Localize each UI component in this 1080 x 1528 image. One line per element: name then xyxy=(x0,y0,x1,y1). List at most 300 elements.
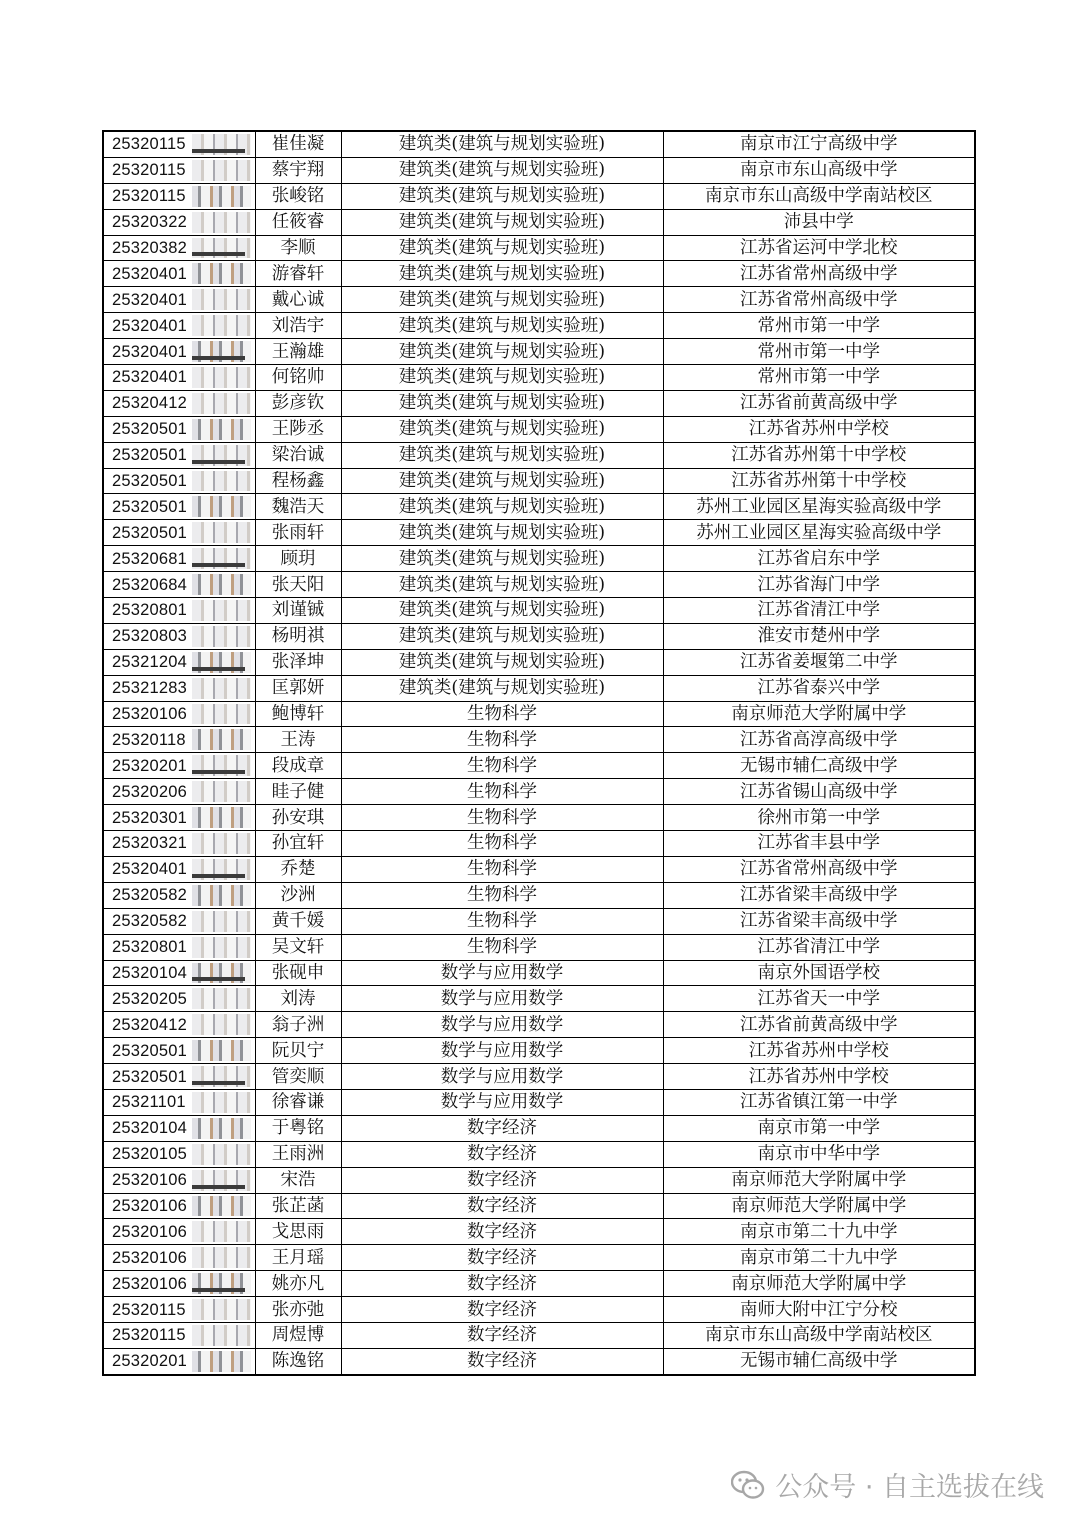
major-cell xyxy=(341,727,663,753)
school-cell xyxy=(663,805,975,831)
table-row xyxy=(103,1322,975,1348)
candidate-id-cell xyxy=(103,1219,255,1245)
table-row xyxy=(103,1193,975,1219)
table-row xyxy=(103,520,975,546)
table-row xyxy=(103,753,975,779)
school-text: 江苏省常州高级中学 xyxy=(740,263,898,284)
major-cell xyxy=(341,157,663,183)
table-row xyxy=(103,261,975,287)
redaction-mask xyxy=(192,1221,251,1242)
table-row xyxy=(103,131,975,157)
id-text: 25321283 xyxy=(112,679,188,698)
school-cell xyxy=(663,727,975,753)
school-text: 江苏省前黄高级中学 xyxy=(740,393,898,414)
id-text: 25320401 xyxy=(112,316,188,335)
table-row xyxy=(103,416,975,442)
major-cell xyxy=(341,183,663,209)
major-text: 建筑类(建筑与规划实验班) xyxy=(398,652,606,673)
name-text: 徐睿谦 xyxy=(271,1092,325,1113)
redaction-mask xyxy=(192,729,251,750)
school-cell xyxy=(663,882,975,908)
major-text: 建筑类(建筑与规划实验班) xyxy=(398,263,606,284)
school-text: 南京市东山高级中学南站校区 xyxy=(705,1325,933,1346)
major-text: 生物科学 xyxy=(467,885,537,906)
name-text: 孙安琪 xyxy=(271,807,325,828)
school-text: 常州市第一中学 xyxy=(757,315,880,336)
school-cell xyxy=(663,1297,975,1323)
major-text: 建筑类(建筑与规划实验班) xyxy=(398,574,606,595)
name-text: 王瀚雄 xyxy=(271,341,325,362)
table-row xyxy=(103,390,975,416)
major-cell xyxy=(341,856,663,882)
id-text: 25320115 xyxy=(112,1300,186,1319)
major-cell xyxy=(341,287,663,313)
major-text: 建筑类(建筑与规划实验班) xyxy=(398,445,606,466)
school-cell xyxy=(663,442,975,468)
id-text: 25320201 xyxy=(112,756,188,775)
candidate-id-cell xyxy=(103,675,255,701)
school-text: 沛县中学 xyxy=(783,212,854,233)
name-text: 眭子健 xyxy=(271,781,325,802)
name-text: 周煜博 xyxy=(271,1325,325,1346)
redaction-mask xyxy=(192,911,251,932)
id-text: 25320801 xyxy=(112,601,188,620)
student-name-cell xyxy=(255,1012,341,1038)
major-text: 生物科学 xyxy=(467,937,537,958)
table-row xyxy=(103,649,975,675)
candidate-id-cell xyxy=(103,1038,255,1064)
table-row xyxy=(103,856,975,882)
student-name-cell xyxy=(255,546,341,572)
redaction-mask xyxy=(192,1351,251,1372)
school-cell xyxy=(663,131,975,157)
major-cell xyxy=(341,442,663,468)
redaction-mask xyxy=(192,160,251,181)
id-text: 25320801 xyxy=(112,938,188,957)
name-text: 张泽坤 xyxy=(271,652,325,673)
major-cell xyxy=(341,1167,663,1193)
school-text: 南京师范大学附属中学 xyxy=(731,704,907,725)
candidate-id-cell xyxy=(103,1348,255,1374)
school-text: 江苏省运河中学北校 xyxy=(740,238,898,258)
redaction-mask xyxy=(192,393,251,414)
major-cell xyxy=(341,468,663,494)
table-row xyxy=(103,183,975,209)
id-text: 25320106 xyxy=(112,1196,188,1215)
name-text: 管奕顺 xyxy=(271,1066,325,1087)
major-cell xyxy=(341,598,663,624)
school-text: 江苏省镇江第一中学 xyxy=(740,1092,898,1113)
table-row xyxy=(103,701,975,727)
name-text: 翁子洲 xyxy=(271,1014,325,1035)
id-text: 25320106 xyxy=(112,1274,188,1293)
student-name-cell xyxy=(255,649,341,675)
redaction-mask xyxy=(192,1144,251,1165)
major-cell xyxy=(341,623,663,649)
redaction-mask xyxy=(192,1040,251,1061)
redaction-mask xyxy=(192,548,251,569)
school-cell xyxy=(663,546,975,572)
redaction-mask xyxy=(192,807,251,828)
major-text: 建筑类(建筑与规划实验班) xyxy=(398,548,606,569)
table-row xyxy=(103,157,975,183)
major-text: 建筑类(建筑与规划实验班) xyxy=(398,419,606,440)
table-row xyxy=(103,313,975,339)
id-text: 25320501 xyxy=(112,497,188,516)
school-text: 无锡市辅仁高级中学 xyxy=(740,1351,898,1372)
redaction-mask xyxy=(192,574,251,595)
major-text: 建筑类(建筑与规划实验班) xyxy=(398,678,606,699)
school-text: 南京外国语学校 xyxy=(757,962,880,983)
school-cell xyxy=(663,598,975,624)
major-cell xyxy=(341,1193,663,1219)
redaction-mask xyxy=(192,1325,251,1346)
candidate-id-cell xyxy=(103,209,255,235)
id-text: 25320382 xyxy=(112,239,188,257)
student-name-cell xyxy=(255,1297,341,1323)
school-cell xyxy=(663,1167,975,1193)
name-text: 吴文轩 xyxy=(271,937,325,958)
redaction-mask xyxy=(192,445,251,466)
name-text: 王涛 xyxy=(280,729,316,750)
id-text: 25320106 xyxy=(112,1171,188,1190)
table-row xyxy=(103,339,975,365)
major-cell xyxy=(341,1348,663,1374)
wechat-icon xyxy=(731,1470,765,1500)
candidate-id-cell xyxy=(103,831,255,857)
school-cell xyxy=(663,675,975,701)
candidate-id-cell xyxy=(103,1167,255,1193)
student-name-cell xyxy=(255,882,341,908)
wechat-watermark xyxy=(731,1465,1044,1504)
student-name-cell xyxy=(255,960,341,986)
redaction-mask xyxy=(192,1170,251,1191)
redaction-mask xyxy=(192,781,251,802)
student-name-cell xyxy=(255,805,341,831)
table-row xyxy=(103,1089,975,1115)
school-cell xyxy=(663,1038,975,1064)
student-name-cell xyxy=(255,261,341,287)
name-text: 蔡宇翔 xyxy=(271,160,325,181)
candidate-id-cell xyxy=(103,1089,255,1115)
redaction-mask xyxy=(192,1014,251,1035)
school-text: 江苏省天一中学 xyxy=(757,988,880,1009)
name-text: 段成章 xyxy=(271,755,325,776)
major-text: 建筑类(建筑与规划实验班) xyxy=(398,367,606,388)
id-text: 25321204 xyxy=(112,653,188,672)
school-cell xyxy=(663,313,975,339)
major-text: 数字经济 xyxy=(467,1299,537,1320)
table-row xyxy=(103,831,975,857)
candidate-id-cell xyxy=(103,805,255,831)
school-cell xyxy=(663,1219,975,1245)
school-text: 江苏省前黄高级中学 xyxy=(740,1014,898,1035)
major-cell xyxy=(341,131,663,157)
table-row xyxy=(103,1167,975,1193)
student-name-cell xyxy=(255,365,341,391)
id-text: 25320104 xyxy=(112,1119,188,1138)
id-text: 25320205 xyxy=(112,989,188,1008)
table-row xyxy=(103,442,975,468)
candidate-id-cell xyxy=(103,494,255,520)
student-name-cell xyxy=(255,934,341,960)
major-text: 数学与应用数学 xyxy=(440,1040,564,1061)
major-cell xyxy=(341,339,663,365)
name-text: 崔佳凝 xyxy=(271,134,325,155)
candidate-id-cell xyxy=(103,261,255,287)
major-cell xyxy=(341,779,663,805)
id-text: 25320115 xyxy=(112,161,186,180)
major-text: 生物科学 xyxy=(467,859,537,880)
school-text: 江苏省丰县中学 xyxy=(757,833,880,854)
major-cell xyxy=(341,365,663,391)
name-text: 任筱睿 xyxy=(271,212,325,233)
name-text: 杨明祺 xyxy=(271,626,325,647)
id-text: 25320201 xyxy=(112,1352,188,1371)
candidate-id-cell xyxy=(103,856,255,882)
student-name-cell xyxy=(255,753,341,779)
major-cell xyxy=(341,1322,663,1348)
table-row xyxy=(103,1271,975,1297)
student-name-cell xyxy=(255,131,341,157)
school-text: 常州市第一中学 xyxy=(757,341,880,362)
school-text: 南京市中华中学 xyxy=(757,1144,880,1165)
student-name-cell xyxy=(255,986,341,1012)
name-text: 黄千媛 xyxy=(271,911,325,932)
major-text: 生物科学 xyxy=(467,729,537,750)
student-name-cell xyxy=(255,1348,341,1374)
major-text: 生物科学 xyxy=(467,911,537,932)
name-text: 张砚申 xyxy=(271,962,325,983)
table-row xyxy=(103,209,975,235)
school-text: 江苏省梁丰高级中学 xyxy=(740,885,898,906)
candidate-id-cell xyxy=(103,753,255,779)
major-text: 建筑类(建筑与规划实验班) xyxy=(398,600,606,621)
table-row xyxy=(103,1245,975,1271)
table-row xyxy=(103,235,975,261)
school-text: 苏州工业园区星海实验高级中学 xyxy=(696,496,942,517)
table-row xyxy=(103,494,975,520)
major-cell xyxy=(341,1219,663,1245)
redaction-mask xyxy=(192,341,251,362)
name-text: 戴心诚 xyxy=(271,289,325,310)
name-text: 刘浩宇 xyxy=(271,315,325,336)
student-name-cell xyxy=(255,183,341,209)
candidate-id-cell xyxy=(103,365,255,391)
major-text: 数字经济 xyxy=(467,1221,537,1242)
name-text: 姚亦凡 xyxy=(271,1273,325,1294)
table-row xyxy=(103,1141,975,1167)
major-cell xyxy=(341,416,663,442)
student-name-cell xyxy=(255,416,341,442)
major-text: 数字经济 xyxy=(467,1144,537,1165)
redaction-mask xyxy=(192,963,251,984)
major-cell xyxy=(341,520,663,546)
id-text: 25320106 xyxy=(112,1222,188,1241)
major-cell xyxy=(341,649,663,675)
name-text: 刘谨铖 xyxy=(271,600,325,621)
redaction-mask xyxy=(192,600,251,621)
student-name-cell xyxy=(255,442,341,468)
id-text: 25320412 xyxy=(112,1015,188,1034)
table-row xyxy=(103,1348,975,1374)
school-text: 江苏省启东中学 xyxy=(757,548,880,569)
school-text: 苏州工业园区星海实验高级中学 xyxy=(696,522,942,543)
redaction-mask xyxy=(192,626,251,647)
id-text: 25320684 xyxy=(112,575,188,594)
major-text: 数字经济 xyxy=(467,1351,537,1372)
admission-list-table xyxy=(102,130,976,1376)
table-row xyxy=(103,934,975,960)
name-text: 张雨轩 xyxy=(271,522,325,543)
redaction-mask xyxy=(192,263,251,284)
major-cell xyxy=(341,313,663,339)
school-cell xyxy=(663,779,975,805)
name-text: 王雨洲 xyxy=(271,1144,325,1165)
school-text: 江苏省泰兴中学 xyxy=(757,678,880,699)
name-text: 游睿轩 xyxy=(271,263,325,284)
major-text: 生物科学 xyxy=(467,704,537,725)
name-text: 梁治诚 xyxy=(271,445,325,466)
school-text: 南京市东山高级中学 xyxy=(740,160,898,181)
major-text: 数学与应用数学 xyxy=(440,1092,564,1113)
school-cell xyxy=(663,1141,975,1167)
redaction-mask xyxy=(192,471,251,492)
table-row xyxy=(103,960,975,986)
name-text: 王月瑶 xyxy=(271,1247,325,1268)
school-cell xyxy=(663,1348,975,1374)
student-name-cell xyxy=(255,1038,341,1064)
student-name-cell xyxy=(255,831,341,857)
id-text: 25320115 xyxy=(112,187,186,206)
table-row xyxy=(103,908,975,934)
major-cell xyxy=(341,494,663,520)
student-name-cell xyxy=(255,287,341,313)
id-text: 25320401 xyxy=(112,264,188,283)
table-row xyxy=(103,805,975,831)
student-name-cell xyxy=(255,157,341,183)
school-cell xyxy=(663,960,975,986)
school-cell xyxy=(663,390,975,416)
id-text: 25320501 xyxy=(112,1041,188,1060)
name-text: 张亦弛 xyxy=(271,1299,325,1320)
name-text: 何铭帅 xyxy=(271,367,325,388)
school-text: 江苏省苏州第十中学校 xyxy=(731,445,907,466)
major-text: 生物科学 xyxy=(467,807,537,828)
admission-list-body xyxy=(103,131,975,1375)
school-text: 南师大附中江宁分校 xyxy=(740,1299,898,1320)
redaction-mask xyxy=(192,522,251,543)
candidate-id-cell xyxy=(103,727,255,753)
student-name-cell xyxy=(255,1219,341,1245)
school-text: 徐州市第一中学 xyxy=(757,807,880,828)
major-cell xyxy=(341,1297,663,1323)
redaction-mask xyxy=(192,496,251,517)
name-text: 沙洲 xyxy=(280,885,316,906)
id-text: 25320401 xyxy=(112,368,188,387)
major-text: 数字经济 xyxy=(467,1118,537,1139)
major-cell xyxy=(341,701,663,727)
table-row xyxy=(103,882,975,908)
school-cell xyxy=(663,701,975,727)
major-text: 生物科学 xyxy=(467,781,537,802)
candidate-id-cell xyxy=(103,960,255,986)
id-text: 25320501 xyxy=(112,420,188,439)
school-text: 江苏省苏州中学校 xyxy=(748,419,889,440)
student-name-cell xyxy=(255,468,341,494)
redaction-mask xyxy=(192,704,251,725)
school-text: 无锡市辅仁高级中学 xyxy=(740,755,898,776)
major-text: 数学与应用数学 xyxy=(440,988,564,1009)
school-cell xyxy=(663,1271,975,1297)
major-cell xyxy=(341,675,663,701)
student-name-cell xyxy=(255,908,341,934)
major-text: 建筑类(建筑与规划实验班) xyxy=(398,626,606,647)
school-cell xyxy=(663,934,975,960)
redaction-mask xyxy=(192,652,251,673)
school-cell xyxy=(663,494,975,520)
table-row xyxy=(103,468,975,494)
school-cell xyxy=(663,209,975,235)
id-text: 25320803 xyxy=(112,627,188,646)
candidate-id-cell xyxy=(103,623,255,649)
student-name-cell xyxy=(255,1089,341,1115)
student-name-cell xyxy=(255,1193,341,1219)
major-cell xyxy=(341,546,663,572)
redaction-mask xyxy=(192,238,251,259)
student-name-cell xyxy=(255,856,341,882)
table-row xyxy=(103,546,975,572)
name-text: 张天阳 xyxy=(271,574,325,595)
major-cell xyxy=(341,1038,663,1064)
school-text: 江苏省清江中学 xyxy=(757,600,880,621)
table-row xyxy=(103,1115,975,1141)
redaction-mask xyxy=(192,1118,251,1139)
candidate-id-cell xyxy=(103,313,255,339)
school-text: 江苏省海门中学 xyxy=(757,574,880,595)
major-text: 建筑类(建筑与规划实验班) xyxy=(398,496,606,517)
candidate-id-cell xyxy=(103,572,255,598)
candidate-id-cell xyxy=(103,882,255,908)
redaction-mask xyxy=(192,367,251,388)
redaction-mask xyxy=(192,1066,251,1087)
name-text: 王陟丞 xyxy=(271,419,325,440)
school-text: 江苏省姜堰第二中学 xyxy=(740,652,898,673)
student-name-cell xyxy=(255,390,341,416)
student-name-cell xyxy=(255,1271,341,1297)
student-name-cell xyxy=(255,675,341,701)
major-text: 建筑类(建筑与规划实验班) xyxy=(398,289,606,310)
id-text: 25320582 xyxy=(112,886,188,905)
school-text: 南京市江宁高级中学 xyxy=(740,134,898,155)
table-row xyxy=(103,623,975,649)
major-text: 建筑类(建筑与规划实验班) xyxy=(398,522,606,543)
table-row xyxy=(103,727,975,753)
student-name-cell xyxy=(255,727,341,753)
table-row xyxy=(103,675,975,701)
student-name-cell xyxy=(255,339,341,365)
school-cell xyxy=(663,1245,975,1271)
student-name-cell xyxy=(255,598,341,624)
id-text: 25320501 xyxy=(112,523,188,542)
school-text: 南京市第二十九中学 xyxy=(740,1247,898,1268)
school-cell xyxy=(663,908,975,934)
id-text: 25321101 xyxy=(112,1093,186,1112)
student-name-cell xyxy=(255,779,341,805)
school-text: 江苏省高淳高级中学 xyxy=(740,729,898,750)
major-text: 数字经济 xyxy=(467,1170,537,1191)
school-cell xyxy=(663,649,975,675)
